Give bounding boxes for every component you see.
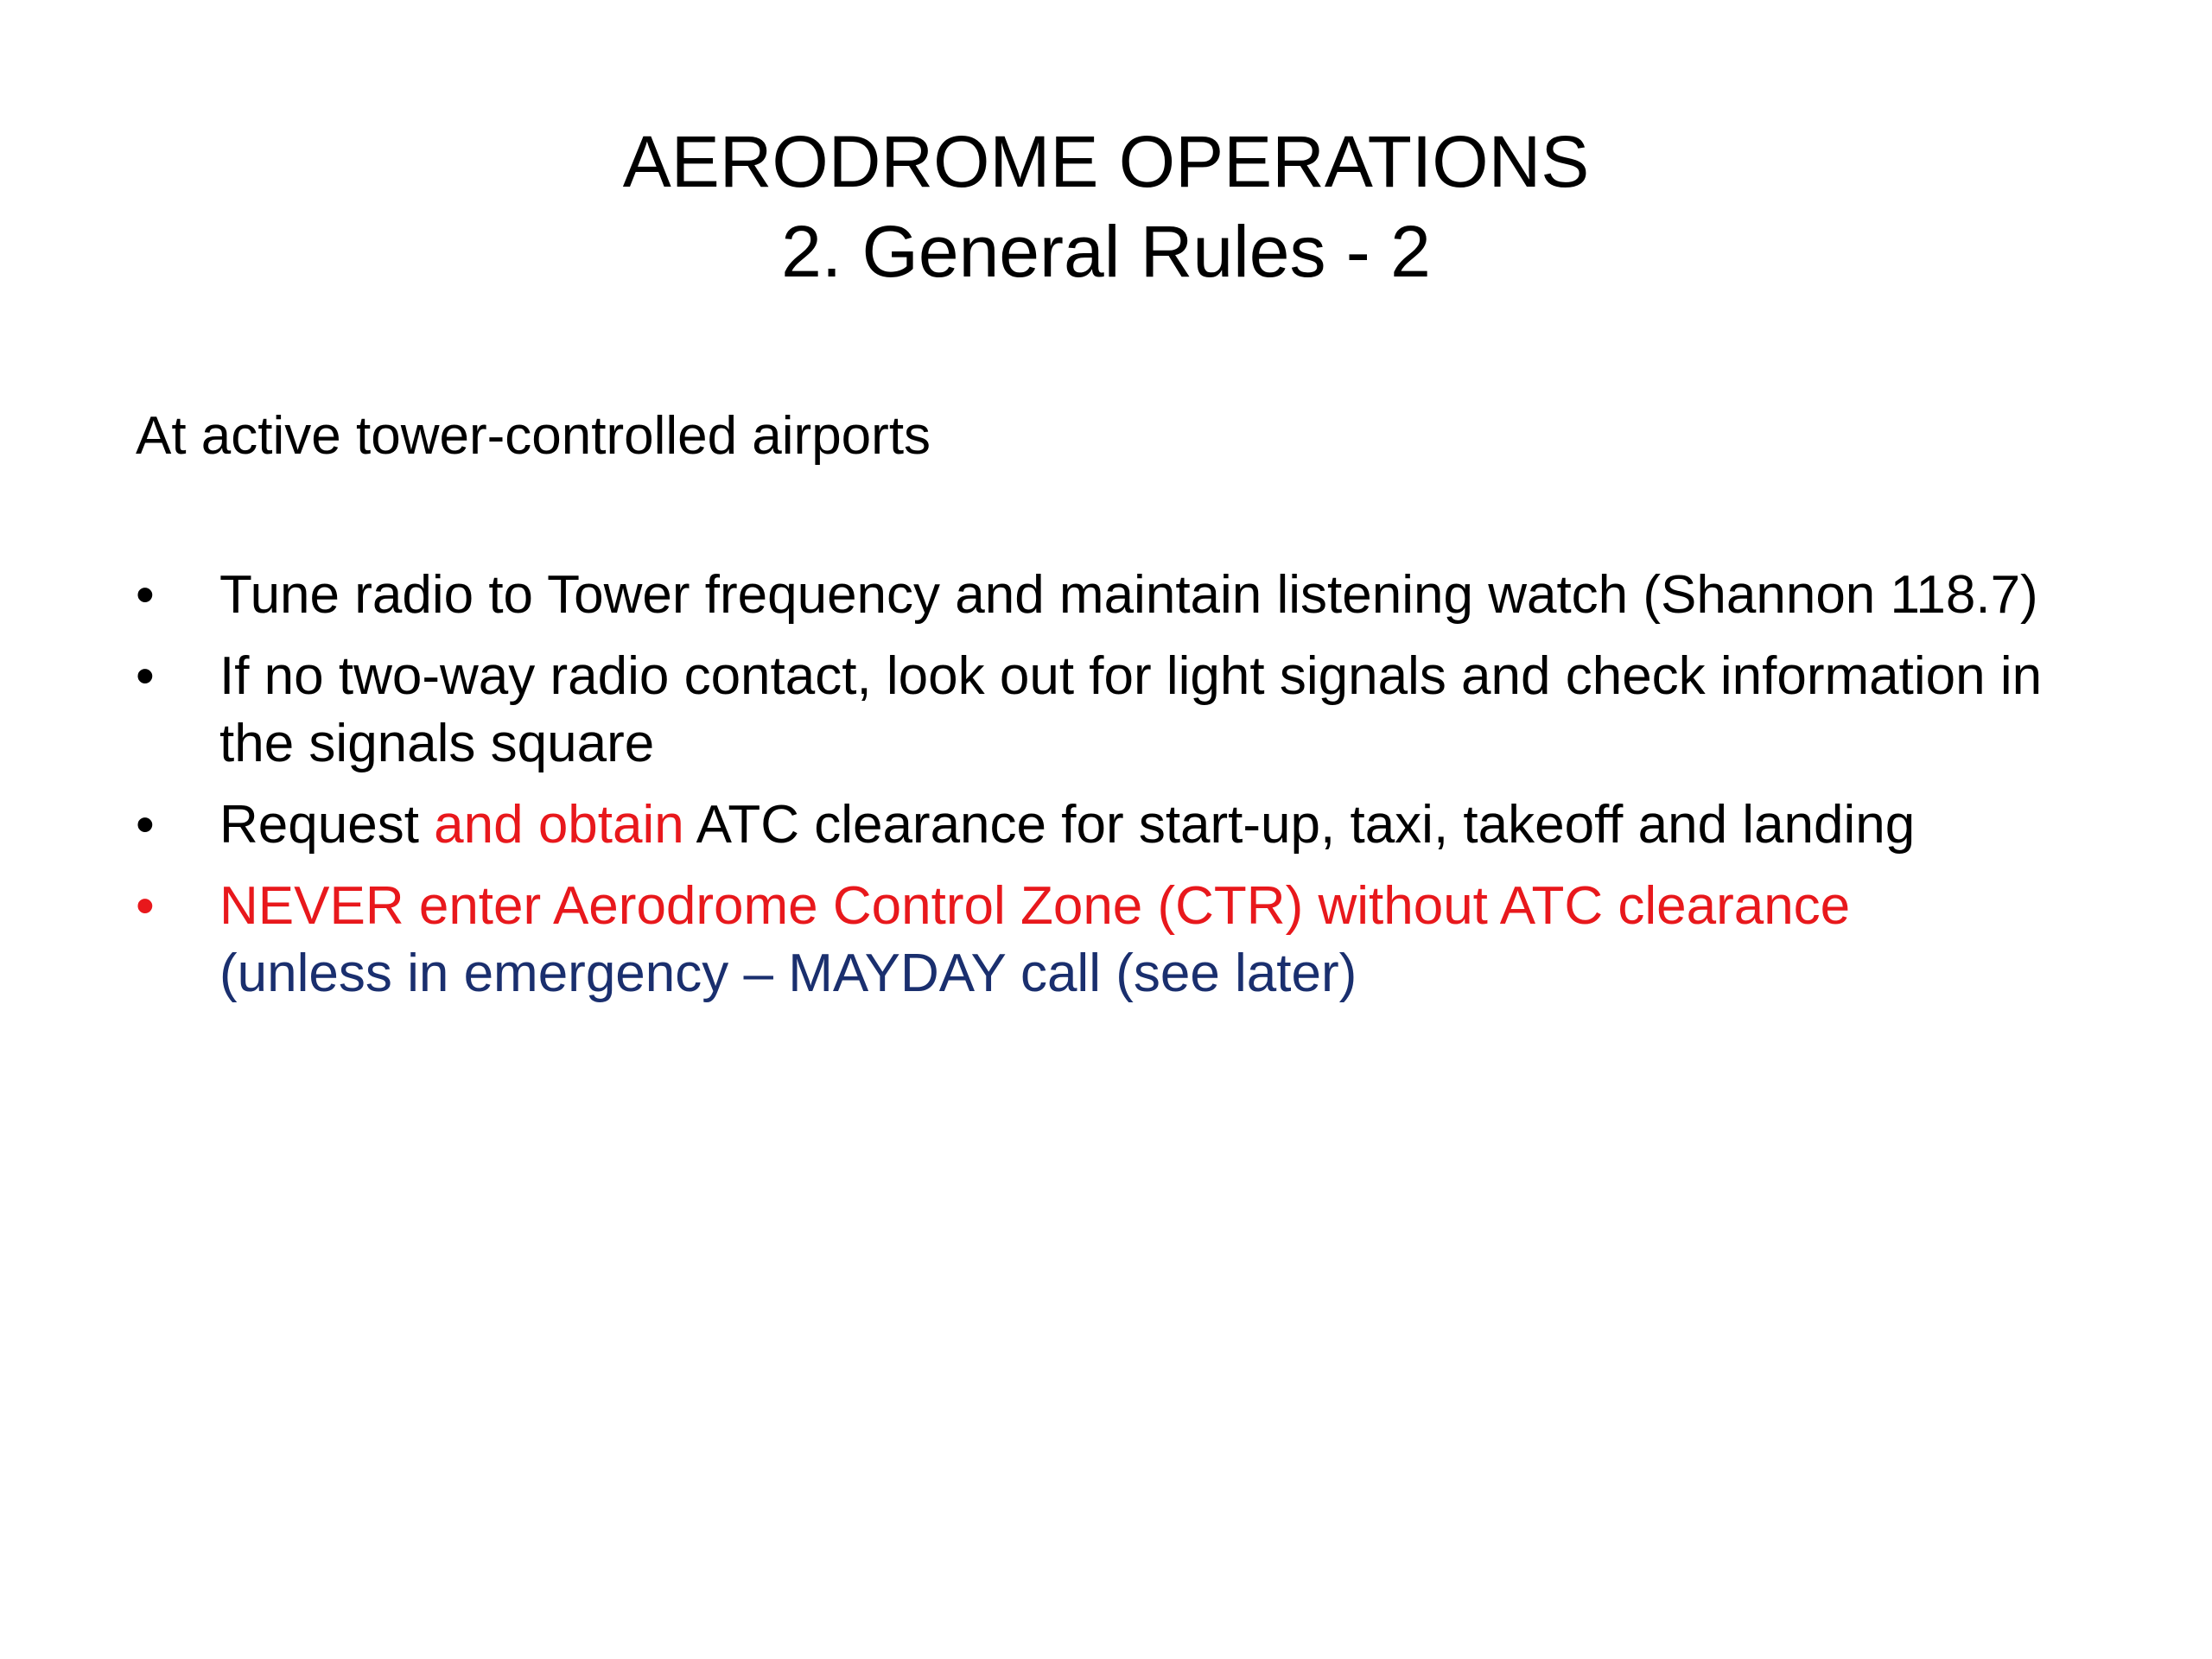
bullet-text: If no two-way radio contact, look out for light signals and check information in the signals square <box>219 646 2043 773</box>
slide-subtitle: At active tower-controlled airports <box>136 406 931 466</box>
bullet-text-exception: (unless in emergency – MAYDAY call (see later) <box>219 944 1357 1003</box>
title-line-1: AERODROME OPERATIONS <box>622 121 1590 202</box>
bullet-text-part1: Request <box>219 795 435 855</box>
bullet-item-never-enter-ctr <box>136 873 2123 1007</box>
bullet-icon: • <box>136 795 155 855</box>
bullet-text: Tune radio to Tower frequency and maintain listening watch (Shannon 118.7) <box>219 565 2038 625</box>
bullet-item-tune-radio <box>136 562 2123 629</box>
bullet-text-warning: NEVER enter Aerodrome Control Zone (CTR) without ATC clearance <box>219 876 1851 936</box>
bullet-icon: • <box>136 876 155 936</box>
bullet-icon: • <box>136 565 155 625</box>
slide-title <box>0 117 2212 296</box>
bullet-text-emphasis: and obtain <box>434 795 684 855</box>
bullet-item-no-radio-contact <box>136 643 2123 778</box>
bullet-item-request-clearance <box>136 791 2123 859</box>
title-line-2: 2. General Rules - 2 <box>781 211 1431 292</box>
bullet-icon: • <box>136 646 155 706</box>
bullet-list <box>136 562 2123 1021</box>
bullet-text-part3: ATC clearance for start-up, taxi, takeoff and landing <box>683 795 1916 855</box>
